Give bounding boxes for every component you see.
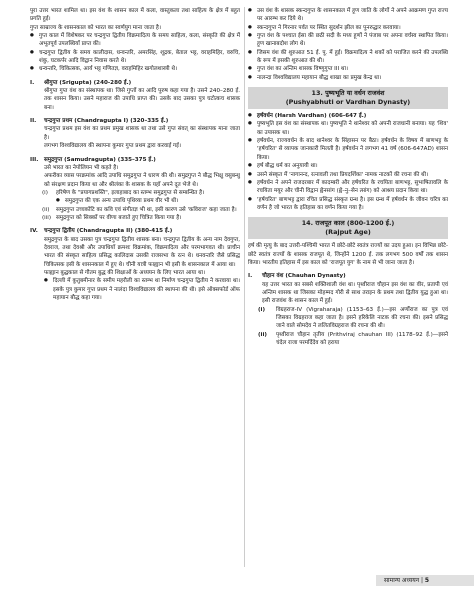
section-text: यह उत्तर भारत का सबसे शक्तिशाली वंश था। पृथ्वीराज चौहान इस वंश का वीर, प्रतापी एवं अन्तिम शासक था जिसका मोहम्मद गोरी से साथ तराइन के प्रथम तथा द्वितीय युद्ध हुआ था। इसी राजवंश के शासन काल में हुई। xyxy=(262,281,448,305)
bullet-item: ● 'हर्षचरित' बाणभट्ट द्वारा रचित प्रसिद्ध संस्कृत ग्रन्थ है। इस ग्रन्थ में हर्षवर्धन के जीवन चरित्र का वर्णन है जो भारत के इतिहास का वर्णन किया गया है। xyxy=(248,196,448,213)
section-heading-chauhan xyxy=(248,272,448,280)
sub-item-label: (ii) xyxy=(258,331,267,338)
bullet-item: ● पुष्यभूति इस वंश का संस्थापक था। पुष्यभूति ने थानेश्वर को अपनी राजधानी बनाया। यह 'शिव' का उपासक था। xyxy=(248,120,448,137)
sub-item xyxy=(248,306,448,331)
bullet-item: ● हर्षवर्धन ने अपने राजदरबार में कादम्बरी और हर्षचरित के रचयिता बाणभट्ट, सुभाषितावलि के रचयिता मयूर और चीनी विद्वान ह्वेनसांग (ह्वे–नु–सेन त्सांग) को आश्रय प्रदान किया था। xyxy=(248,179,448,196)
page-number: 5 xyxy=(424,577,430,584)
section-heading-chandragupta-2 xyxy=(30,227,240,235)
bullet-item: ● दिल्ली में कुतुबमीनार के समीप महरौली का स्तम्भ था निर्माण चन्द्रगुप्त द्वितीय ने करवाया था। इसके पुत्र कुमार गुप्त प्रथम ने नालंदा विश्वविद्यालय की स्थापना की थी। इसे ऑक्सफोर्ड ऑफ महायान बौद्ध कहा गया। xyxy=(44,277,240,302)
chapter-number: 14. xyxy=(301,219,314,228)
bullet-item: ● समुद्रगुप्त की एक अन्य उपाधि पृथिव्या प्रथम वीर भी थी। xyxy=(56,197,240,205)
section-text: श्रीगुप्त गुप्त वंश का संस्थापक था। जिसे गुप्तों का आदि पुरुष कहा गया है। उसने 240–280 ई. तक शासन किया। उसने महाराज की उपाधि प्राप्त की। उसके बाद उसका पुत्र घटोत्कच शासक बना। xyxy=(44,88,240,111)
section-number: I. xyxy=(30,79,35,86)
chapter-title: पुष्यभूति या वर्धन राजवंश xyxy=(325,89,385,98)
section-heading-chandragupta-1 xyxy=(30,117,240,125)
bullet-item: ● गुप्त वंश का अन्तिम शासक विष्णुगुप्त III था। xyxy=(248,65,448,73)
bullet-item: ● स्कन्दगुप्त ने गिरनार पर्वत पर स्थित सुदर्शन झील का पुनरुद्धार करवाया। xyxy=(248,24,448,32)
section-text: हर्ष की मृत्यु के बाद उत्तरी-पश्चिमी भारत में छोटे-छोटे स्वतंत्र राज्यों का उदय हुआ। इन विभिन्न छोटे-छोटे स्वतंत्र राज्यों के शासक राजपूत थे, जिन्होंने 1200 ई. तक लगभग 500 वर्षों तक शासन किया। भारतीय इतिहास में इस काल को 'राजपूत युग' के नाम से भी जाना जाता है। xyxy=(248,243,448,266)
chapter-subtitle: (Rajput Age) xyxy=(325,228,371,237)
section-text: अफरीका व्यास परक्रमांक आदि उपाधि समुद्रगुप्त ने धारण की थी। समुद्रगुप्त ने बौद्ध भिक्षु वसुबन्धु को संरक्षण प्रदान किया था और श्रीलंका के शासक के यहाँ अपने दूत भेजे थे। xyxy=(44,173,240,188)
section-text: उसे भारत का नेपोलियन भी कहते है। xyxy=(44,164,119,171)
section-number: III. xyxy=(30,156,39,163)
left-column xyxy=(30,7,240,302)
sub-item-text: समुद्रगुप्त को सिक्कों पर वीणा बजाते हुए चित्रित किया गया है। xyxy=(56,214,182,221)
footer-separator: | xyxy=(420,577,423,584)
sub-item-text: समुद्रगुप्त उच्चकोटि का कवि एवं संगीतज्ञ भी था, इसी कारण उसे 'कविराज' कहा जाता है। xyxy=(56,206,237,213)
bullet-item: ● उस वंश के शासक स्कन्दगुप्त के शासनकाल में हूण जाति के लोगों ने अपने आक्रमण गुप्त राज्य पर आरम्भ कर दिये थे। xyxy=(248,7,448,24)
bullet-item: ● उसने संस्कृत में 'नागानन्द, रत्नावली तथा प्रियदर्शिका' नामक नाटकों की रचना की थी। xyxy=(248,171,448,179)
sub-item xyxy=(30,214,240,222)
section-text: समुद्रगुप्त के बाद उसका पुत्र चन्द्रगुप्त द्वितीय शासक बना। चन्द्रगुप्त द्वितीय के अन्य नाम देवगुप्त, देवराज, तथा देवश्री और उपाधियाँ क्रमशः विक्रमांक, विक्रमादित्य और परमभागवत थी। प्राचीन भारत की संस्कृत साहित्य प्रसिद्ध कालिदास उसकी राजसभा के रत्न थे। धनवन्तरि जैसे प्रसिद्ध चिकित्सक इसी के शासनकाल में हुए थे। चीनी यात्री फाह्यान भी इसी के शासनकाल में आया था। xyxy=(44,236,240,268)
section-text: लगभग विश्वविद्यालय की स्थापना कुमार गुप्त प्रथम द्वारा करवाई गई। xyxy=(44,143,182,150)
sub-item xyxy=(248,331,448,348)
bullet-item: ● नालन्दा विश्वविद्यालय महायान बौद्ध शाखा का प्रमुख केन्द्र था। xyxy=(248,74,448,82)
column-divider xyxy=(244,7,245,567)
section-title: चौहान वंश (Chauhan Dynasty) xyxy=(262,273,346,280)
bullet-item: ● गुप्त काल में विशेषकर पर चन्द्रगुप्त द्वितीय विक्रमादित्य के समय साहित्य, कला, संस्कृति की क्षेत्र में अभूतपूर्व उपलब्धियाँ प्राप्त की। xyxy=(30,32,240,49)
bullet-item: ● गुप्त वंश के पश्चात ईसा की छठी सदी के मध्य हूणों ने पंजाब पर अपना वर्चस्व स्थापित किया। हूण खानाबदोश लोग थे। xyxy=(248,32,448,49)
sub-item-text: हरिषेण के "प्रयागप्रशस्ति", इलाहाबाद का स्तम्भ समुद्रगुप्त से सम्बन्धित है। xyxy=(56,189,205,196)
sub-item-text: विग्रहराज-IV (Vigraharaja) (1153–63 ई.)—इस अर्णोराज का पुत्र एवं जिसका विग्रहराज कहा जाता है। इसने हरिकेलि नाटक की रचना की। इसने प्रसिद्ध जाने वाले सोमदेव ने ललितविग्रहराज की रचना की थी। xyxy=(276,306,448,330)
chapter-heading-rajput xyxy=(248,217,448,239)
section-title: चन्द्रगुप्त प्रथम (Chandragupta I) (320–335 ई.) xyxy=(44,118,169,125)
section-heading-srigupta xyxy=(30,79,240,87)
section-number: I. xyxy=(248,273,253,280)
bullet-item: ● हर्षवर्धन, राज्यवर्धन के बाद थानेश्वर के सिंहासन पर बैठा। हर्षवर्धन के विषय में बाणभट्ट के 'हर्षचरित' से व्यापक जानकारी मिलती है। हर्षवर्धन ने लगभग 41 वर्ष (606-647AD) शासन किया। xyxy=(248,137,448,162)
section-text: फाह्यान बुद्धकाल से गौतम बुद्ध की शिक्षाओं के अध्ययन के लिए भारत आया था। xyxy=(44,269,206,276)
sub-item-label: (i) xyxy=(258,306,266,313)
sub-item xyxy=(30,189,240,197)
chapter-title: राजपूत काल (800-1200 ई.) xyxy=(315,219,395,228)
section-title: समुद्रगुप्त (Samudragupta) (335–375 ई.) xyxy=(44,156,156,163)
sub-item-label: (ii) xyxy=(42,206,50,213)
bullet-item: ● चन्द्रगुप्त द्वितीय के समय कालीदास, धन्वन्तरि, अमरसिंह, शूद्रक, बेताल भट्ट, वराहमिहिर, वरुचि, शंकु, घटकर्पर आदि विद्वान निवास करते थे। xyxy=(30,49,240,66)
sub-item-label: (i) xyxy=(42,189,48,196)
section-title: चन्द्रगुप्त द्वितीय (Chandragupta II) (380-415 ई.) xyxy=(44,228,173,235)
chapter-number: 13. xyxy=(311,89,323,98)
right-column xyxy=(248,7,448,347)
intro-paragraph: पुरा उत्तर भारत शामिल था। इस वंश के शासन काल में कला, वास्तुकला तथा साहित्य के क्षेत्र में बहुत प्रगति हुई। xyxy=(30,8,240,23)
bullet-item: ● धन्वन्तरि, चिकित्सक, आर्य भट्ट गणितज्ञ, वराहमिहिर खगोलशास्त्री थे। xyxy=(30,65,240,73)
section-title: श्रीगुप्त (Srigupta) (240-280 ई.) xyxy=(44,79,132,86)
sub-item-text: पृथ्वीराज चौहान तृतीय (Prithviraj chauhan III) (1178–92 ई.)—इसने चंदेल राजा परमर्दिदेव को हराया xyxy=(276,331,448,346)
section-heading-samudragupta xyxy=(30,156,240,164)
footer-label: सामान्य अध्ययन xyxy=(384,577,420,584)
sub-item-label: (iii) xyxy=(42,214,52,221)
bullet-item: ● हर्ष बौद्ध धर्म का अनुयायी था। xyxy=(248,162,448,170)
intro-paragraph-2: गुप्त साम्राज्य के शासनकाल को भारत का स्वर्णयुग माना जाता है। xyxy=(30,24,162,31)
chapter-heading-vardhan xyxy=(248,87,448,109)
section-number: IV. xyxy=(30,228,38,235)
page-footer xyxy=(376,575,474,586)
chapter-subtitle: (Pushyabhuti or Vardhan Dynasty) xyxy=(285,98,411,107)
sub-item xyxy=(30,206,240,214)
section-text: चन्द्रगुप्त प्रथम इस वंश का प्रथम प्रमुख शासक था तथा उसे गुप्त संवत् का संस्थापक माना जाता है। xyxy=(44,126,240,141)
bullet-item: ● जिसम वंश की शुरुआत 51 ई. पू. में हुई। विक्रमादित्य ने शकों को पराजित करने की उपलब्धि के रूप में इसकी शुरुआत की थी। xyxy=(248,49,448,66)
bullet-heading: ● हर्षवर्धन (Harsh Vardhan) (606-647 ई.) xyxy=(248,112,448,120)
section-number: II. xyxy=(30,118,37,125)
